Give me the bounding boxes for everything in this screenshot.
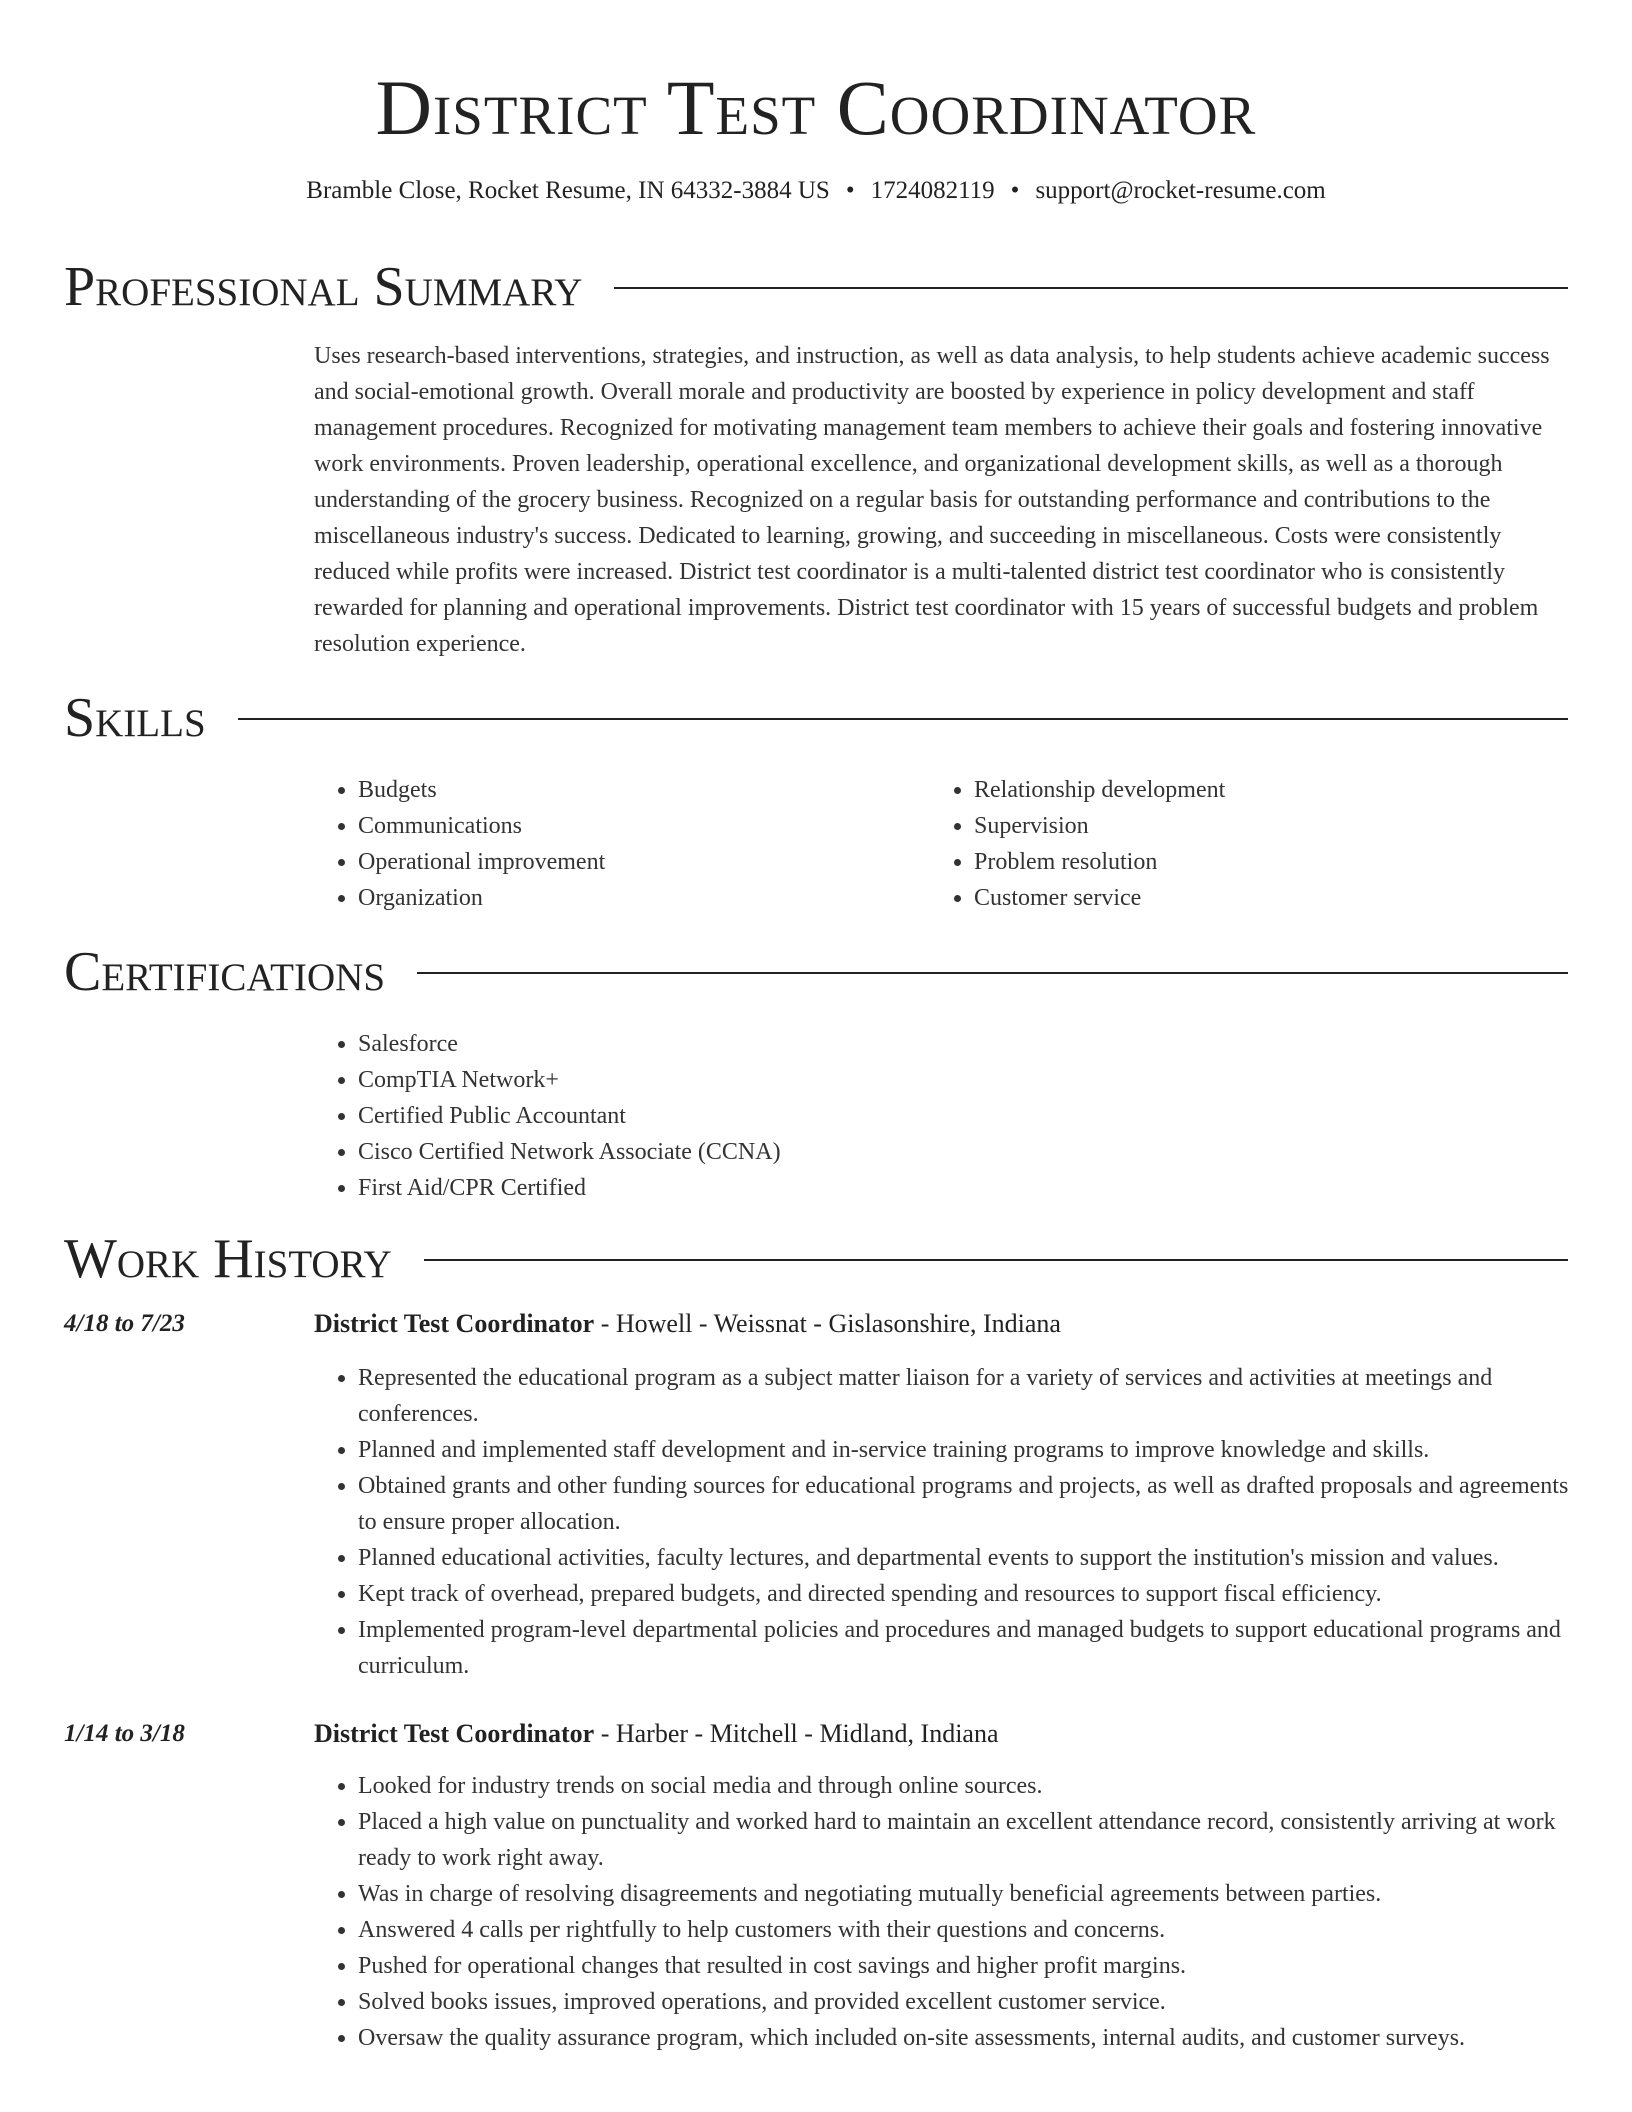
job-duties [314, 1360, 1574, 1684]
skill-item: • Operational improvement [358, 844, 914, 880]
job-duty-item: • Placed a high value on punctuality and worked hard to maintain an excellent attendance record, consistently arriving at work ready to work right away. [358, 1804, 1574, 1876]
contact-separator: • [845, 177, 855, 204]
skill-item: • Problem resolution [974, 844, 1530, 880]
certification-item: • Certified Public Accountant [358, 1098, 1564, 1134]
job-duty-item: • Obtained grants and other funding sources for educational programs and projects, as well as drafted proposals and agreements to ensure proper allocation. [358, 1468, 1574, 1540]
job-duty-item: • Kept track of overhead, prepared budgets, and directed spending and resources to support fiscal efficiency. [358, 1576, 1574, 1612]
contact-line [0, 174, 1632, 208]
summary-text: Uses research-based interventions, strategies, and instruction, as well as data analysis, to help students achieve academic success and social-emotional growth. Overall morale and productivity are boosted by experience in policy development and staff management procedures. Recognized for motivating management team members to achieve their goals and fostering innovative work environments. Proven leadership, operational excellence, and organizational development skills, as well as a thorough understanding of the grocery business. Recognized on a regular basis for outstanding performance and contributions to the miscellaneous industry's success. Dedicated to learning, growing, and succeeding in miscellaneous. Costs were consistently reduced while profits were increased. District test coordinator is a multi-talented district test coordinator who is consistently rewarded for planning and operational improvements. District test coordinator with 15 years of successful budgets and problem resolution experience. [314, 343, 1550, 657]
section-title-skills: Skills [64, 687, 206, 749]
skill-item: • Relationship development [974, 772, 1530, 808]
job-duty-item: • Solved books issues, improved operations, and provided excellent customer service. [358, 1984, 1574, 2020]
section-divider [238, 718, 1568, 720]
skills-column-left [314, 772, 914, 916]
job-duty-item: • Implemented program-level departmental policies and procedures and managed budgets to support educational programs and curriculum. [358, 1612, 1574, 1684]
contact-separator: • [1010, 177, 1020, 204]
job-duty-item: • Oversaw the quality assurance program, which included on-site assessments, internal audits, and customer surveys. [358, 2020, 1574, 2056]
job-employer: - Harber - Mitchell - Midland, Indiana [594, 1719, 999, 1748]
section-title-work-history: Work History [64, 1228, 392, 1290]
section-header-summary [64, 252, 1568, 322]
certification-item: • Salesforce [358, 1026, 1564, 1062]
section-header-certifications [64, 937, 1568, 1007]
job-duty-item: • Was in charge of resolving disagreements and negotiating mutually beneficial agreements between parties. [358, 1876, 1574, 1912]
job-employer: - Howell - Weissnat - Gislasonshire, Indiana [594, 1309, 1061, 1338]
job-duty-item: • Answered 4 calls per rightfully to help customers with their questions and concerns. [358, 1912, 1574, 1948]
contact-email: support@rocket-resume.com [1035, 177, 1326, 204]
job-duty-item: • Looked for industry trends on social media and through online sources. [358, 1768, 1574, 1804]
job-duty-item: • Planned and implemented staff development and in-service training programs to improve knowledge and skills. [358, 1432, 1574, 1468]
skill-item: • Customer service [974, 880, 1530, 916]
job-dates: 1/14 to 3/18 [64, 1720, 185, 1747]
job-duty-item: • Pushed for operational changes that resulted in cost savings and higher profit margins. [358, 1948, 1574, 1984]
job-role: District Test Coordinator [314, 1719, 595, 1748]
certification-item: • Cisco Certified Network Associate (CCNA) [358, 1134, 1564, 1170]
section-header-skills [64, 683, 1568, 753]
section-divider [614, 287, 1568, 289]
contact-address: Bramble Close, Rocket Resume, IN 64332-3884 US [306, 177, 830, 204]
certification-item: • First Aid/CPR Certified [358, 1170, 1564, 1206]
skill-item: • Organization [358, 880, 914, 916]
skills-column-right [930, 772, 1530, 916]
skill-item: • Supervision [974, 808, 1530, 844]
section-title-summary: Professional Summary [64, 256, 583, 318]
job-duty-item: • Represented the educational program as a subject matter liaison for a variety of services and activities at meetings and conferences. [358, 1360, 1574, 1432]
section-header-work-history [64, 1224, 1568, 1294]
section-divider [417, 972, 1568, 974]
certification-item: • CompTIA Network+ [358, 1062, 1564, 1098]
certifications-list [314, 1026, 1564, 1206]
skill-item: • Budgets [358, 772, 914, 808]
job-duties [314, 1768, 1574, 2056]
skill-item: • Communications [358, 808, 914, 844]
section-divider [424, 1259, 1568, 1261]
job-heading [314, 1306, 1574, 1342]
section-title-certifications: Certifications [64, 941, 386, 1003]
job-dates: 4/18 to 7/23 [64, 1310, 185, 1337]
contact-phone: 1724082119 [870, 177, 995, 204]
job-duty-item: • Planned educational activities, faculty lectures, and departmental events to support the institution's mission and values. [358, 1540, 1574, 1576]
job-role: District Test Coordinator [314, 1309, 595, 1338]
resume-name: District Test Coordinator [375, 64, 1257, 151]
job-heading [314, 1716, 1574, 1752]
